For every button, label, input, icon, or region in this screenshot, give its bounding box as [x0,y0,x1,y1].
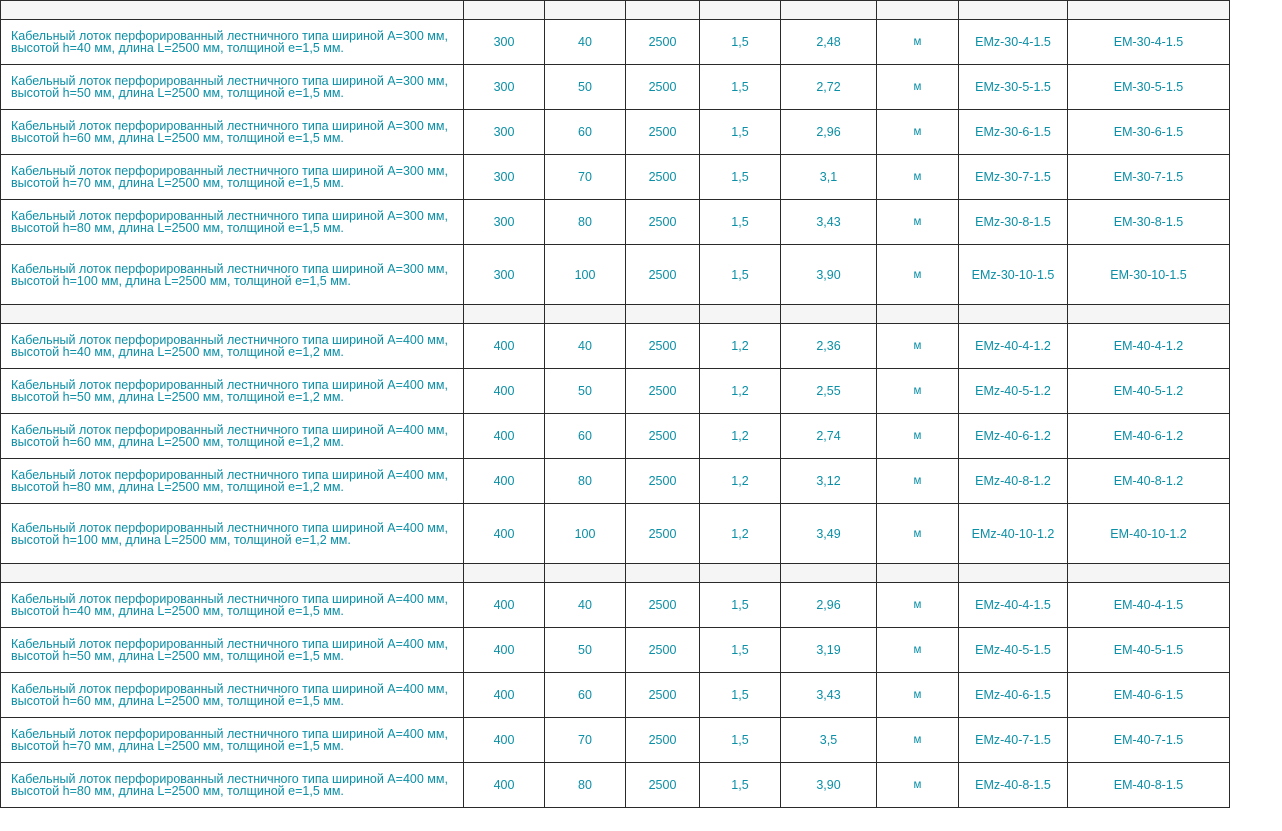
code-cell: EM-40-5-1.2 [1068,369,1230,414]
length-cell: 2500 [626,459,700,504]
width-cell: 300 [464,200,545,245]
height-cell: 70 [545,718,626,763]
weight-cell: 2,96 [781,583,877,628]
weight-cell: 3,12 [781,459,877,504]
empty-cell [781,564,877,583]
unit-cell: м [877,628,959,673]
thickness-cell: 1,5 [700,155,781,200]
empty-cell [1,564,464,583]
thickness-cell: 1,5 [700,763,781,808]
table-row [1,414,1230,459]
length-cell: 2500 [626,200,700,245]
description-cell: Кабельный лоток перфорированный лестничного типа шириной А=300 мм, высотой h=80 мм, длина L=2500 мм, толщиной e=1,5 мм. [1,200,464,245]
weight-cell: 2,55 [781,369,877,414]
code-z-cell: EMz-40-6-1.5 [959,673,1068,718]
empty-cell [959,564,1068,583]
length-cell: 2500 [626,628,700,673]
height-cell: 40 [545,20,626,65]
description-cell: Кабельный лоток перфорированный лестничного типа шириной А=400 мм, высотой h=60 мм, длина L=2500 мм, толщиной e=1,2 мм. [1,414,464,459]
height-cell: 80 [545,763,626,808]
empty-cell [1,305,464,324]
weight-cell: 2,96 [781,110,877,155]
description-cell: Кабельный лоток перфорированный лестничного типа шириной А=300 мм, высотой h=40 мм, длина L=2500 мм, толщиной e=1,5 мм. [1,20,464,65]
thickness-cell: 1,5 [700,673,781,718]
code-cell: EM-30-8-1.5 [1068,200,1230,245]
empty-cell [700,305,781,324]
code-z-cell: EMz-30-8-1.5 [959,200,1068,245]
thickness-cell: 1,5 [700,628,781,673]
width-cell: 300 [464,110,545,155]
length-cell: 2500 [626,414,700,459]
table-row [1,673,1230,718]
thickness-cell: 1,5 [700,20,781,65]
empty-cell [464,1,545,20]
weight-cell: 3,49 [781,504,877,564]
code-cell: EM-30-7-1.5 [1068,155,1230,200]
empty-cell [1068,305,1230,324]
width-cell: 400 [464,459,545,504]
weight-cell: 2,36 [781,324,877,369]
description-cell: Кабельный лоток перфорированный лестничного типа шириной А=400 мм, высотой h=40 мм, длина L=2500 мм, толщиной e=1,5 мм. [1,583,464,628]
unit-cell: м [877,155,959,200]
description-cell: Кабельный лоток перфорированный лестничного типа шириной А=400 мм, высотой h=70 мм, длина L=2500 мм, толщиной e=1,5 мм. [1,718,464,763]
unit-cell: м [877,718,959,763]
weight-cell: 3,19 [781,628,877,673]
table-row [1,324,1230,369]
code-z-cell: EMz-30-10-1.5 [959,245,1068,305]
length-cell: 2500 [626,718,700,763]
weight-cell: 3,1 [781,155,877,200]
empty-cell [877,1,959,20]
width-cell: 400 [464,628,545,673]
length-cell: 2500 [626,110,700,155]
thickness-cell: 1,5 [700,583,781,628]
weight-cell: 3,5 [781,718,877,763]
empty-cell [1068,1,1230,20]
weight-cell: 3,43 [781,673,877,718]
height-cell: 60 [545,414,626,459]
unit-cell: м [877,20,959,65]
height-cell: 70 [545,155,626,200]
width-cell: 400 [464,763,545,808]
width-cell: 300 [464,65,545,110]
unit-cell: м [877,110,959,155]
code-cell: EM-30-5-1.5 [1068,65,1230,110]
height-cell: 50 [545,369,626,414]
width-cell: 400 [464,414,545,459]
thickness-cell: 1,5 [700,718,781,763]
description-cell: Кабельный лоток перфорированный лестничного типа шириной А=400 мм, высотой h=100 мм, длина L=2500 мм, толщиной e=1,2 мм. [1,504,464,564]
table-row [1,369,1230,414]
table-row [1,20,1230,65]
table-row [1,459,1230,504]
width-cell: 400 [464,504,545,564]
weight-cell: 3,43 [781,200,877,245]
code-cell: EM-30-4-1.5 [1068,20,1230,65]
width-cell: 300 [464,155,545,200]
empty-cell [464,305,545,324]
empty-cell [626,305,700,324]
code-cell: EM-40-8-1.2 [1068,459,1230,504]
thickness-cell: 1,5 [700,110,781,155]
code-z-cell: EMz-40-5-1.2 [959,369,1068,414]
code-cell: EM-40-6-1.2 [1068,414,1230,459]
description-cell: Кабельный лоток перфорированный лестничного типа шириной А=300 мм, высотой h=60 мм, длина L=2500 мм, толщиной e=1,5 мм. [1,110,464,155]
code-cell: EM-40-10-1.2 [1068,504,1230,564]
spacer-row [1,305,1230,324]
code-z-cell: EMz-40-6-1.2 [959,414,1068,459]
code-cell: EM-40-6-1.5 [1068,673,1230,718]
description-cell: Кабельный лоток перфорированный лестничного типа шириной А=400 мм, высотой h=80 мм, длина L=2500 мм, толщиной e=1,2 мм. [1,459,464,504]
unit-cell: м [877,504,959,564]
unit-cell: м [877,245,959,305]
length-cell: 2500 [626,583,700,628]
description-cell: Кабельный лоток перфорированный лестничного типа шириной А=400 мм, высотой h=50 мм, длина L=2500 мм, толщиной e=1,2 мм. [1,369,464,414]
thickness-cell: 1,2 [700,414,781,459]
width-cell: 400 [464,583,545,628]
code-z-cell: EMz-30-7-1.5 [959,155,1068,200]
code-cell: EM-40-7-1.5 [1068,718,1230,763]
code-z-cell: EMz-30-5-1.5 [959,65,1068,110]
unit-cell: м [877,414,959,459]
weight-cell: 2,72 [781,65,877,110]
thickness-cell: 1,5 [700,200,781,245]
empty-cell [877,305,959,324]
length-cell: 2500 [626,245,700,305]
width-cell: 300 [464,20,545,65]
thickness-cell: 1,5 [700,245,781,305]
height-cell: 100 [545,504,626,564]
empty-cell [1,1,464,20]
description-cell: Кабельный лоток перфорированный лестничного типа шириной А=300 мм, высотой h=100 мм, длина L=2500 мм, толщиной e=1,5 мм. [1,245,464,305]
width-cell: 400 [464,324,545,369]
thickness-cell: 1,2 [700,459,781,504]
code-z-cell: EMz-40-5-1.5 [959,628,1068,673]
empty-cell [464,564,545,583]
thickness-cell: 1,5 [700,65,781,110]
height-cell: 80 [545,200,626,245]
width-cell: 400 [464,673,545,718]
unit-cell: м [877,324,959,369]
unit-cell: м [877,763,959,808]
empty-cell [545,305,626,324]
table-row [1,65,1230,110]
empty-cell [545,564,626,583]
code-z-cell: EMz-30-6-1.5 [959,110,1068,155]
thickness-cell: 1,2 [700,369,781,414]
table-row [1,155,1230,200]
code-z-cell: EMz-30-4-1.5 [959,20,1068,65]
code-cell: EM-30-6-1.5 [1068,110,1230,155]
unit-cell: м [877,200,959,245]
description-cell: Кабельный лоток перфорированный лестничного типа шириной А=400 мм, высотой h=80 мм, длина L=2500 мм, толщиной e=1,5 мм. [1,763,464,808]
empty-cell [626,564,700,583]
weight-cell: 3,90 [781,245,877,305]
empty-cell [877,564,959,583]
height-cell: 80 [545,459,626,504]
width-cell: 400 [464,369,545,414]
height-cell: 50 [545,65,626,110]
code-z-cell: EMz-40-4-1.5 [959,583,1068,628]
width-cell: 300 [464,245,545,305]
height-cell: 60 [545,110,626,155]
spacer-row [1,1,1230,20]
height-cell: 40 [545,324,626,369]
table-row [1,504,1230,564]
table-row [1,245,1230,305]
length-cell: 2500 [626,673,700,718]
length-cell: 2500 [626,20,700,65]
code-z-cell: EMz-40-8-1.2 [959,459,1068,504]
code-cell: EM-40-8-1.5 [1068,763,1230,808]
weight-cell: 3,90 [781,763,877,808]
empty-cell [781,305,877,324]
length-cell: 2500 [626,369,700,414]
table-row [1,200,1230,245]
weight-cell: 2,74 [781,414,877,459]
height-cell: 100 [545,245,626,305]
code-cell: EM-40-4-1.5 [1068,583,1230,628]
unit-cell: м [877,65,959,110]
code-cell: EM-40-5-1.5 [1068,628,1230,673]
length-cell: 2500 [626,763,700,808]
unit-cell: м [877,459,959,504]
empty-cell [1068,564,1230,583]
code-z-cell: EMz-40-7-1.5 [959,718,1068,763]
table-row [1,583,1230,628]
empty-cell [781,1,877,20]
empty-cell [959,305,1068,324]
length-cell: 2500 [626,155,700,200]
thickness-cell: 1,2 [700,324,781,369]
table-row [1,110,1230,155]
empty-cell [626,1,700,20]
height-cell: 50 [545,628,626,673]
height-cell: 60 [545,673,626,718]
length-cell: 2500 [626,504,700,564]
table-row [1,718,1230,763]
empty-cell [545,1,626,20]
description-cell: Кабельный лоток перфорированный лестничного типа шириной А=400 мм, высотой h=40 мм, длина L=2500 мм, толщиной e=1,2 мм. [1,324,464,369]
width-cell: 400 [464,718,545,763]
code-cell: EM-30-10-1.5 [1068,245,1230,305]
length-cell: 2500 [626,324,700,369]
code-z-cell: EMz-40-4-1.2 [959,324,1068,369]
description-cell: Кабельный лоток перфорированный лестничного типа шириной А=300 мм, высотой h=50 мм, длина L=2500 мм, толщиной e=1,5 мм. [1,65,464,110]
spacer-row [1,564,1230,583]
code-z-cell: EMz-40-8-1.5 [959,763,1068,808]
thickness-cell: 1,2 [700,504,781,564]
table-row [1,628,1230,673]
description-cell: Кабельный лоток перфорированный лестничного типа шириной А=300 мм, высотой h=70 мм, длина L=2500 мм, толщиной e=1,5 мм. [1,155,464,200]
length-cell: 2500 [626,65,700,110]
description-cell: Кабельный лоток перфорированный лестничного типа шириной А=400 мм, высотой h=50 мм, длина L=2500 мм, толщиной e=1,5 мм. [1,628,464,673]
unit-cell: м [877,583,959,628]
code-cell: EM-40-4-1.2 [1068,324,1230,369]
unit-cell: м [877,369,959,414]
description-cell: Кабельный лоток перфорированный лестничного типа шириной А=400 мм, высотой h=60 мм, длина L=2500 мм, толщиной e=1,5 мм. [1,673,464,718]
table-row [1,763,1230,808]
empty-cell [700,1,781,20]
height-cell: 40 [545,583,626,628]
empty-cell [700,564,781,583]
unit-cell: м [877,673,959,718]
weight-cell: 2,48 [781,20,877,65]
code-z-cell: EMz-40-10-1.2 [959,504,1068,564]
empty-cell [959,1,1068,20]
